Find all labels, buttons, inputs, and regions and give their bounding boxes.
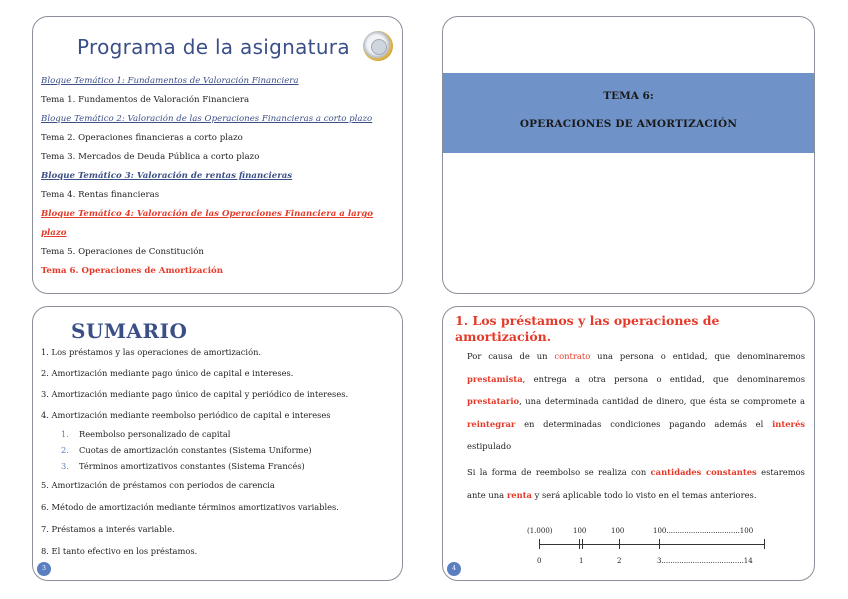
program-item: Bloque Temático 2: Valoración de las Operaciones Financieras a corto plazo (41, 114, 373, 124)
sumario-title: SUMARIO (71, 319, 188, 343)
sumario-item: 7. Préstamos a interés variable. (41, 524, 175, 534)
sumario-subitem: 2. Cuotas de amortización constantes (Sistema Uniforme) (61, 445, 312, 455)
tema-label: TEMA 6: (603, 90, 654, 102)
title-band (443, 73, 814, 153)
timeline-tick (764, 539, 765, 549)
sumario-item: 5. Amortización de préstamos con periodos de carencia (41, 480, 275, 490)
timeline-tick (539, 539, 540, 549)
timeline-bottom-label: 0 (537, 557, 542, 565)
slide-tema-title (442, 16, 815, 294)
sumario-item: 3. Amortización mediante pago único de capital y periódico de intereses. (41, 389, 349, 399)
tema-heading: OPERACIONES DE AMORTIZACIÓN (519, 118, 738, 130)
program-item: Tema 4. Rentas financieras (41, 190, 160, 200)
timeline-top-label: 100 (611, 527, 625, 535)
sumario-item: 8. El tanto efectivo en los préstamos. (41, 546, 198, 556)
program-item: Tema 1. Fundamentos de Valoración Financiera (41, 95, 250, 105)
section-title: 1. Los préstamos y las operaciones de amortización. (455, 313, 720, 344)
program-title: Programa de la asignatura (77, 35, 350, 59)
program-item: Tema 3. Mercados de Deuda Pública a corto plazo (41, 152, 260, 162)
sumario-item: 1. Los préstamos y las operaciones de amortización. (41, 347, 262, 357)
program-item: Tema 5. Operaciones de Constitución (41, 247, 204, 257)
slide-sumario (32, 306, 403, 581)
program-item: Tema 2. Operaciones financieras a corto plazo (41, 133, 243, 143)
program-item: Bloque Temático 4: Valoración de las Operaciones Financiera a largo (41, 209, 373, 219)
sumario-item: 4. Amortización mediante reembolso periódico de capital e intereses (41, 410, 331, 420)
program-item: Bloque Temático 3: Valoración de rentas financieras (41, 171, 293, 181)
timeline-axis (539, 544, 765, 545)
page-number: 3 (37, 562, 51, 576)
euro-coin-icon (363, 31, 393, 61)
timeline-tick (659, 539, 660, 549)
program-item: Bloque Temático 1: Fundamentos de Valoración Financiera (41, 76, 299, 86)
timeline-bottom-label: 2 (617, 557, 622, 565)
program-item: Tema 6. Operaciones de Amortización (41, 266, 223, 276)
sumario-item: 2. Amortización mediante pago único de capital e intereses. (41, 368, 294, 378)
timeline-top-label: 100.................................100 (653, 527, 754, 535)
paragraph-reembolso: Si la forma de reembolso se realiza con cantidades constantes estaremos ante una renta y será aplicable todo lo visto en el temas anteriores. (467, 467, 805, 500)
timeline-bottom-label: 1 (579, 557, 584, 565)
sumario-item: 6. Método de amortización mediante términos amortizativos variables. (41, 502, 339, 512)
timeline-tick (619, 539, 620, 549)
sumario-subitem: 1. Reembolso personalizado de capital (61, 429, 231, 439)
sumario-subitem: 3. Términos amortizativos constantes (Sistema Francés) (61, 461, 305, 471)
page-number: 4 (447, 562, 461, 576)
slide-program (32, 16, 403, 294)
timeline-top-label: 100 (573, 527, 587, 535)
timeline-bottom-label: 3.....................................14 (657, 557, 753, 565)
paragraph-definition: Por causa de un contrato una persona o entidad, que denominaremos prestamista, entrega a otra persona o entidad, que denominaremos prestatario, una determinada cantidad de dinero, que ésta se compromete a reintegrar en determinadas condiciones pagando además el interés estipulado (467, 351, 805, 451)
timeline-tick (582, 539, 583, 549)
program-item: plazo (41, 228, 67, 238)
timeline-tick (579, 539, 580, 549)
slide-prestamos (442, 306, 815, 581)
timeline-top-label: (1.000) (527, 527, 553, 535)
